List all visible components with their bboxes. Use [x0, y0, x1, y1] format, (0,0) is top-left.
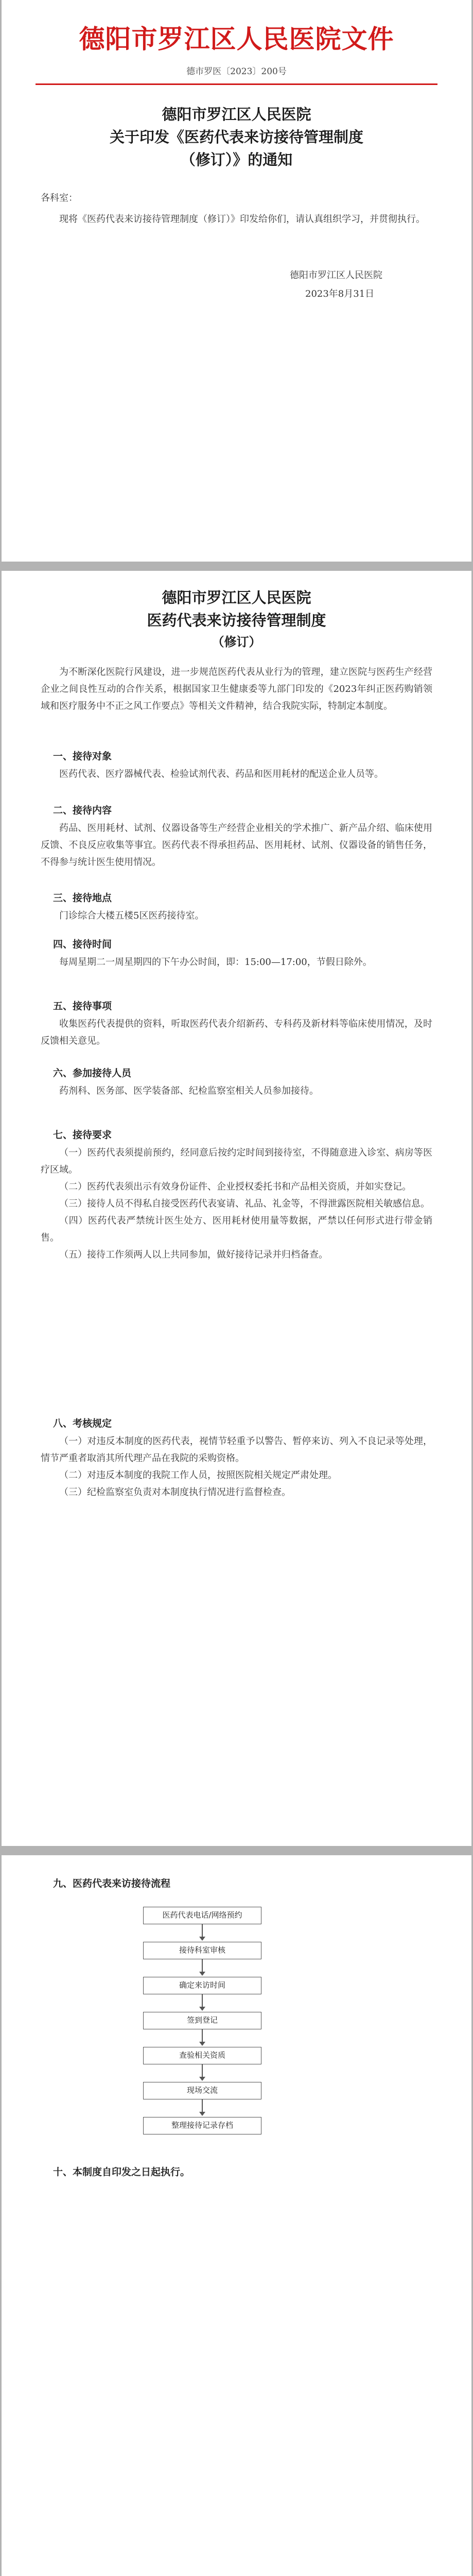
notice-body-text: 现将《医药代表来访接待管理制度（修订）》印发给你们，请认真组织学习，并贯彻执行。	[59, 214, 425, 225]
section-paragraph: 收集医药代表提供的资料，听取医药代表介绍新药、专科药及新材料等临床使用情况，及时反馈相关意见。	[41, 1019, 432, 1046]
regulation-page	[2, 571, 471, 1846]
flow-arrow	[202, 1959, 203, 1975]
section-body	[41, 1433, 432, 1501]
flow-step: 接待科室审核	[143, 1942, 261, 1959]
red-divider	[36, 83, 437, 85]
intro-text: 为不断深化医院行风建设，进一步规范医药代表从业行为的管理，建立医院与医药生产经营企业之间良性互动的合作关系，根据国家卫生健康委等九部门印发的《2023年纠正医药购销领域和医疗服务中不正之风工作要点》等相关文件精神，结合我院实际，特制定本制度。	[41, 667, 432, 711]
section-paragraph: （一）医药代表须提前预约，经同意后按约定时间到接待室，不得随意进入诊室、病房等医疗区域。	[41, 1147, 432, 1175]
document-number: 德市罗医〔2023〕200号	[186, 66, 287, 77]
section-paragraph: 药品、医用耗材、试剂、仪器设备等生产经营企业相关的学术推广、新产品介绍、临床使用反馈、不良反应收集等事宜。医药代表不得承担药品、医用耗材、试剂、仪器设备的销售任务，不得参与统计医生使用情况。	[41, 823, 432, 868]
section-body	[41, 1082, 432, 1099]
section-heading: 五、接待事项	[53, 1001, 112, 1012]
section-paragraph: （三）接待人员不得私自接受医药代表宴请、礼品、礼金等，不得泄露医院相关敏感信息。	[59, 1198, 430, 1209]
section-body	[41, 766, 432, 783]
section-heading: 六、参加接待人员	[53, 1067, 132, 1079]
section-body	[41, 1144, 432, 1263]
document-header: 德阳市罗江区人民医院文件	[79, 24, 394, 54]
section-body	[41, 820, 432, 871]
section-paragraph: （三）纪检监察室负责对本制度执行情况进行监督检查。	[59, 1487, 291, 1498]
section-heading: 四、接待时间	[53, 939, 112, 950]
flow-step: 查验相关资质	[143, 2047, 261, 2064]
notice-title-line1: 德阳市罗江区人民医院	[162, 106, 311, 123]
salutation: 各科室：	[41, 193, 78, 204]
section-paragraph: 医药代表、医疗器械代表、检验试剂代表、药品和医用耗材的配送企业人员等。	[59, 769, 383, 779]
flow-step: 现场交流	[143, 2082, 261, 2099]
section-heading: 八、考核规定	[53, 1418, 112, 1429]
notice-body	[41, 211, 432, 228]
flowchart-heading: 九、医药代表来访接待流程	[53, 1878, 171, 1889]
section-paragraph: （四）医药代表严禁统计医生处方、医用耗材使用量等数据，严禁以任何形式进行带金销售。	[41, 1215, 432, 1243]
section-body	[41, 907, 432, 924]
regulation-title-line2: 医药代表来访接待管理制度	[147, 612, 326, 629]
section-paragraph: （二）对违反本制度的我院工作人员，按照医院相关规定严肃处理。	[59, 1470, 337, 1481]
flow-arrow	[202, 2029, 203, 2045]
flow-step: 签到登记	[143, 2012, 261, 2029]
section-heading: 二、接待内容	[53, 805, 112, 816]
regulation-intro	[41, 664, 432, 715]
notice-title-line2: 关于印发《医药代表来访接待管理制度	[109, 128, 363, 146]
flow-arrow	[202, 2064, 203, 2080]
notice-signer: 德阳市罗江区人民医院	[290, 270, 382, 281]
flow-arrow	[202, 1924, 203, 1940]
notice-title-line3: （修订）》的通知	[180, 151, 293, 168]
section-heading: 三、接待地点	[53, 892, 112, 904]
section-paragraph: 每周星期二一周星期四的下午办公时间，即：15:00—17:00，节假日除外。	[59, 957, 372, 968]
flow-arrow	[202, 1994, 203, 2010]
regulation-title-line3: （修订）	[212, 634, 261, 649]
flowchart-page	[2, 1855, 471, 2576]
notice-date: 2023年8月31日	[305, 289, 375, 299]
section-paragraph: （五）接待工作须两人以上共同参加，做好接待记录并归档备查。	[59, 1249, 328, 1260]
section-body	[41, 1015, 432, 1049]
regulation-title-line1: 德阳市罗江区人民医院	[162, 589, 311, 606]
section-paragraph: （一）对违反本制度的医药代表，视情节轻重予以警告、暂停来访、列入不良记录等处理，情节严重者取消其所代理产品在我院的采购资格。	[41, 1436, 432, 1464]
section-heading: 一、接待对象	[53, 751, 112, 762]
section-body	[41, 954, 432, 971]
closing-statement: 十、本制度自印发之日起执行。	[53, 2166, 190, 2178]
section-heading: 七、接待要求	[53, 1129, 112, 1141]
section-paragraph: （二）医药代表须出示有效身份证件、企业授权委托书和产品相关资质，并如实登记。	[59, 1181, 411, 1192]
section-paragraph: 门诊综合大楼五楼5区医药接待室。	[59, 910, 204, 921]
flow-arrow	[202, 2099, 203, 2115]
flow-step: 整理接待记录存档	[143, 2117, 261, 2134]
flow-step: 医药代表电话/网络预约	[143, 1907, 261, 1924]
notice-page	[2, 0, 471, 562]
section-paragraph: 药剂科、医务部、医学装备部、纪检监察室相关人员参加接待。	[59, 1086, 319, 1096]
flow-step: 确定来访时间	[143, 1977, 261, 1994]
